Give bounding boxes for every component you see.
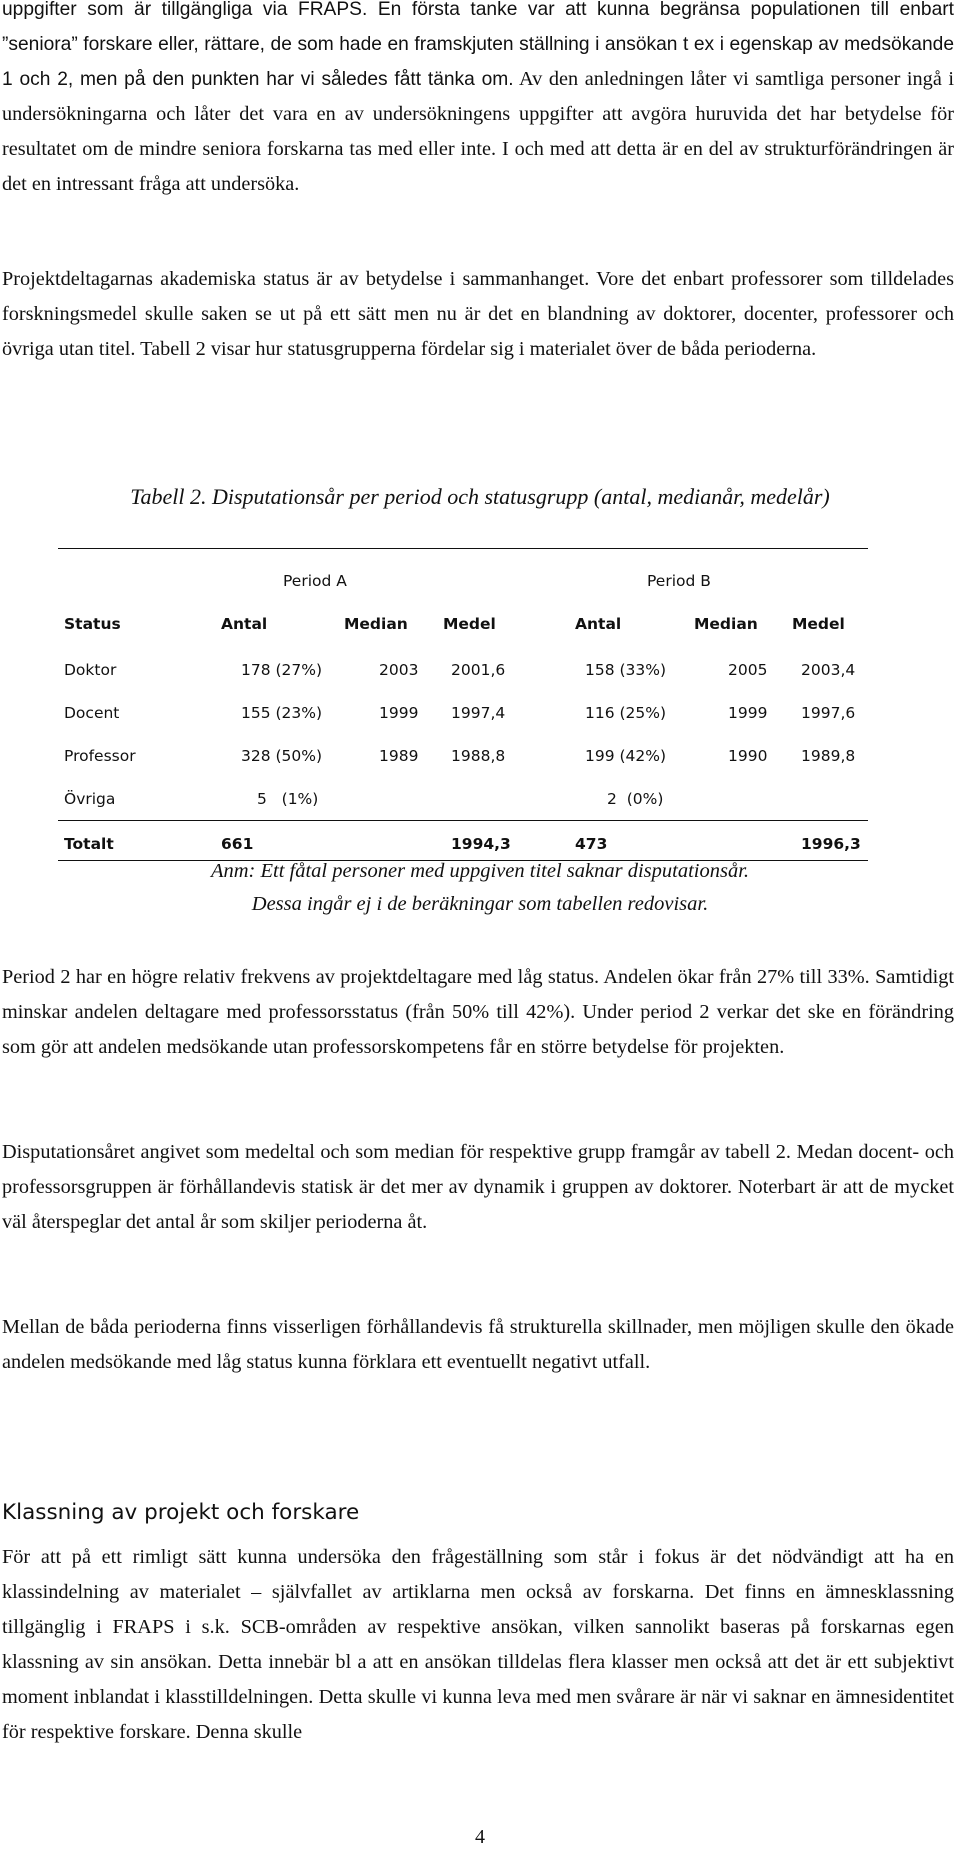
table-row	[58, 790, 868, 814]
section-heading: Klassning av projekt och forskare	[2, 1500, 360, 1525]
total-label: Totalt	[64, 835, 114, 853]
paragraph-population-part1: uppgifter som är tillgängliga via FRAPS. En första tanke var att kunna begränsa populationen till enbart ”seniora” forskare eller, rättare, de som hade en framskjuten ställning i ansökan t ex i egenskap av medsökande 1 och 2, men på den punkten har vi således fått tänka om.	[2, 0, 954, 90]
cell-median-a: 1989	[379, 747, 419, 765]
total-medel-b: 1996,3	[801, 835, 861, 853]
paragraph-population-part2: Av den anledningen låter vi samtliga personer ingå i undersökningarna och låter det vara en av undersökningens uppgifter att avgöra huruvida det har betydelse för resultatet om de mindre seniora forskarna tas med eller inte. I och med att detta är en del av strukturförändringen är det en intressant fråga att undersöka.	[2, 68, 955, 195]
table-period-row	[58, 572, 868, 596]
cell-median-a: 2003	[379, 661, 419, 679]
paragraph-period-comparison: Period 2 har en högre relativ frekvens av projektdeltagare med låg status. Andelen ökar från 27% till 33%. Samtidigt minskar andelen deltagare med professorsstatus (från 50% till 42%). Under period 2 verkar det ske en förändring som gör att andelen medsökande utan professorskompetens får en större betydelse för projekten.	[2, 966, 954, 1058]
paragraph-classification: För att på ett rimligt sätt kunna undersöka den frågeställning som står i fokus är det nödvändigt att ha en klassindelning av materialet – självfallet av artiklarna men också av forskarna. Det finns en ämnesklassning tillgänglig i FRAPS i s.k. SCB-områden av respektive ansökan, vilken sannolikt baseras på forskarnas egen klassning av sin ansökan. Detta innebär bl a att en ansökan tilldelas flera klasser men också att det är ett subjektivt moment inblandat i klasstilldelningen. Detta skulle vi kunna leva med men svårare är när vi saknar en ämnesidentitet för respektive forskare. Denna skulle	[2, 1546, 954, 1743]
cell-median-b: 2005	[728, 661, 768, 679]
cell-median-a: 1999	[379, 704, 419, 722]
total-medel-a: 1994,3	[451, 835, 511, 853]
header-status: Status	[64, 615, 121, 633]
header-median-a: Median	[344, 615, 408, 633]
table-top-rule	[58, 548, 868, 549]
paragraph-academic-status: Projektdeltagarnas akademiska status är av betydelse i sammanhanget. Vore det enbart professorer som tilldelades forskningsmedel skulle saken se ut på ett sätt men nu är det en blandning av doktorer, docenter, professorer och övriga utan titel. Tabell 2 visar hur statusgrupperna fördelar sig i materialet över de båda perioderna.	[2, 268, 954, 360]
cell-antal-b: 2 (0%)	[607, 790, 664, 808]
total-antal-a: 661	[221, 835, 254, 853]
cell-antal-b: 199 (42%)	[585, 747, 667, 765]
table-header-row	[58, 615, 868, 639]
paragraph-disputation-year: Disputationsåret angivet som medeltal och som median för respektive grupp framgår av tabell 2. Medan docent- och professorsgruppen är förhållandevis statisk är det mer av dynamik i gruppen av doktorer. Noterbart är att de mycket väl återspeglar det antal år som skiljer perioderna åt.	[2, 1141, 954, 1233]
cell-medel-b: 1997,6	[801, 704, 856, 722]
cell-medel-b: 1989,8	[801, 747, 856, 765]
table-row	[58, 704, 868, 728]
cell-medel-b: 2003,4	[801, 661, 856, 679]
cell-status: Professor	[64, 747, 136, 765]
cell-antal-a: 328 (50%)	[241, 747, 323, 765]
table-caption: Tabell 2. Disputationsår per period och statusgrupp (antal, medianår, medelår)	[130, 484, 830, 509]
paragraph-structural-differences: Mellan de båda perioderna finns visserligen förhållandevis få strukturella skillnader, men möjligen skulle den ökade andelen medsökande med låg status kunna förklara ett eventuellt negativt utfall.	[2, 1316, 954, 1373]
cell-antal-a: 178 (27%)	[241, 661, 323, 679]
cell-median-b: 1999	[728, 704, 768, 722]
table-row	[58, 747, 868, 771]
cell-medel-a: 1988,8	[451, 747, 506, 765]
table-note-line1: Anm: Ett fåtal personer med uppgiven titel saknar disputationsår.	[210, 860, 750, 882]
cell-status: Docent	[64, 704, 120, 722]
cell-medel-a: 1997,4	[451, 704, 506, 722]
header-antal-a: Antal	[221, 615, 268, 633]
cell-medel-a: 2001,6	[451, 661, 506, 679]
table-row	[58, 661, 868, 685]
paragraph-population	[2, 0, 954, 202]
cell-median-b: 1990	[728, 747, 768, 765]
cell-antal-a: 5 (1%)	[257, 790, 319, 808]
cell-antal-b: 158 (33%)	[585, 661, 667, 679]
cell-status: Doktor	[64, 661, 117, 679]
cell-antal-a: 155 (23%)	[241, 704, 323, 722]
header-medel-b: Medel	[792, 615, 845, 633]
cell-status: Övriga	[64, 790, 116, 808]
header-medel-a: Medel	[443, 615, 496, 633]
total-antal-b: 473	[575, 835, 608, 853]
table-total-row	[58, 835, 868, 859]
cell-antal-b: 116 (25%)	[585, 704, 667, 722]
period-b-label: Period B	[647, 572, 711, 590]
header-median-b: Median	[694, 615, 758, 633]
period-a-label: Period A	[283, 572, 347, 590]
page-number: 4	[475, 1826, 485, 1848]
header-antal-b: Antal	[575, 615, 622, 633]
table-note-line2: Dessa ingår ej i de beräkningar som tabellen redovisar.	[251, 893, 709, 915]
table-total-rule	[58, 820, 868, 821]
